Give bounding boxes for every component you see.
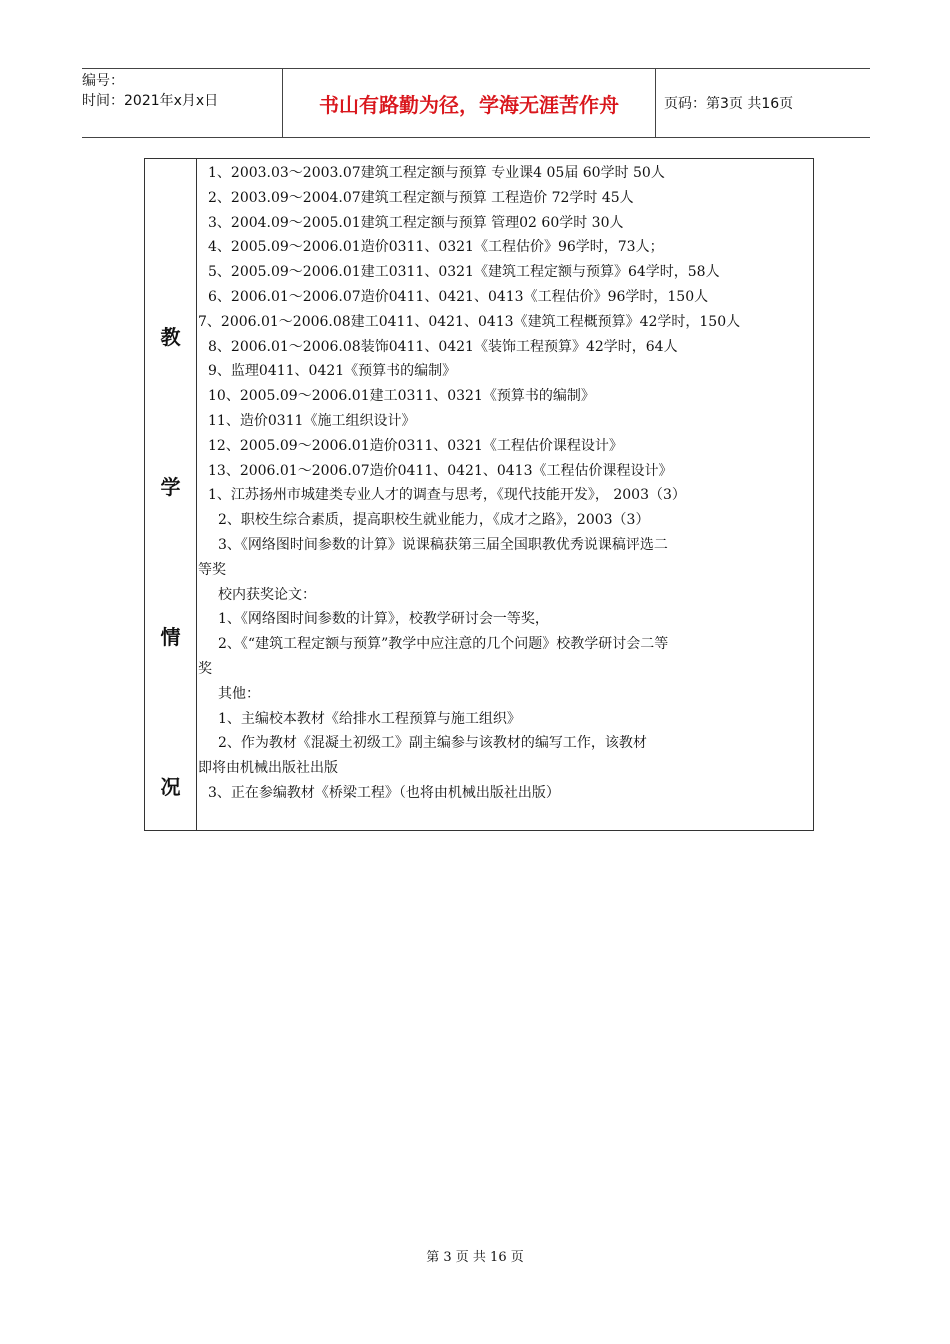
content-line: 13、2006.01～2006.07造价0411、0421、0413《工程估价课程设计》 bbox=[208, 462, 673, 479]
content-line: 4、2005.09～2006.01造价0311、0321《工程估价》96学时，73人； bbox=[208, 239, 664, 256]
content-line: 等奖 bbox=[198, 561, 226, 578]
section-label-char: 教 bbox=[160, 325, 181, 349]
date-label: 时间：2021年x月x日 bbox=[82, 93, 219, 109]
section-label-char: 学 bbox=[160, 475, 181, 499]
content-line: 1、主编校本教材《给排水工程预算与施工组织》 bbox=[218, 710, 521, 727]
content-line: 奖 bbox=[198, 660, 212, 677]
content-cell bbox=[198, 161, 810, 806]
content-line: 即将由机械出版社出版 bbox=[198, 760, 338, 777]
content-line: 1、2003.03～2003.07建筑工程定额与预算 专业课4 05届 60学时 50人 bbox=[208, 165, 665, 181]
header-page-label: 页码：第3页 共16页 bbox=[664, 96, 794, 112]
content-line: 2、作为教材《混凝土初级工》副主编参与该教材的编写工作，该教材 bbox=[218, 735, 647, 752]
content-line: 1、江苏扬州市城建类专业人才的调查与思考，《现代技能开发》， 2003（3） bbox=[208, 487, 686, 504]
content-line: 3、《网络图时间参数的计算》说课稿获第三届全国职教优秀说课稿评选二 bbox=[218, 536, 668, 553]
content-line: 10、2005.09～2006.01建工0311、0321《预算书的编制》 bbox=[208, 388, 595, 405]
header-motto: 书山有路勤为径，学海无涯苦作舟 bbox=[282, 69, 656, 137]
content-line: 8、2006.01～2006.08装饰0411、0421《装饰工程预算》42学时，64人 bbox=[208, 338, 678, 355]
serial-label: 编号： bbox=[82, 73, 124, 89]
content-line: 6、2006.01～2006.07造价0411、0421、0413《工程估价》96学时，150人 bbox=[208, 288, 709, 305]
content-line: 11、造价0311《施工组织设计》 bbox=[208, 412, 416, 429]
page-header bbox=[82, 68, 870, 138]
content-line: 其他： bbox=[218, 685, 260, 702]
content-line: 2、2003.09～2004.07建筑工程定额与预算 工程造价 72学时 45人 bbox=[208, 189, 634, 206]
teaching-situation-table bbox=[144, 158, 814, 831]
content-line: 9、监理0411、0421《预算书的编制》 bbox=[208, 363, 457, 380]
content-line: 校内获奖论文： bbox=[218, 586, 316, 603]
content-line: 2、《“建筑工程定额与预算”教学中应注意的几个问题》校教学研讨会二等 bbox=[218, 636, 669, 653]
content-line: 2、职校生综合素质，提高职校生就业能力，《成才之路》，2003（3） bbox=[218, 512, 650, 529]
content-line: 5、2005.09～2006.01建工0311、0321《建筑工程定额与预算》64学时，58人 bbox=[208, 264, 720, 281]
section-label-column bbox=[145, 159, 197, 830]
content-line: 7、2006.01～2006.08建工0411、0421、0413《建筑工程概预算》42学时，150人 bbox=[198, 313, 741, 330]
content-line: 3、正在参编教材《桥梁工程》（也将由机械出版社出版） bbox=[208, 784, 560, 801]
content-line: 12、2005.09～2006.01造价0311、0321《工程估价课程设计》 bbox=[208, 437, 623, 454]
content-line: 3、2004.09～2005.01建筑工程定额与预算 管理02 60学时 30人 bbox=[208, 214, 624, 231]
header-meta bbox=[82, 69, 282, 139]
section-label-char: 情 bbox=[160, 625, 181, 649]
page-footer: 第 3 页 共 16 页 bbox=[426, 1250, 524, 1265]
section-label-char: 况 bbox=[160, 775, 181, 799]
content-line: 1、《网络图时间参数的计算》，校教学研讨会一等奖， bbox=[218, 611, 549, 628]
